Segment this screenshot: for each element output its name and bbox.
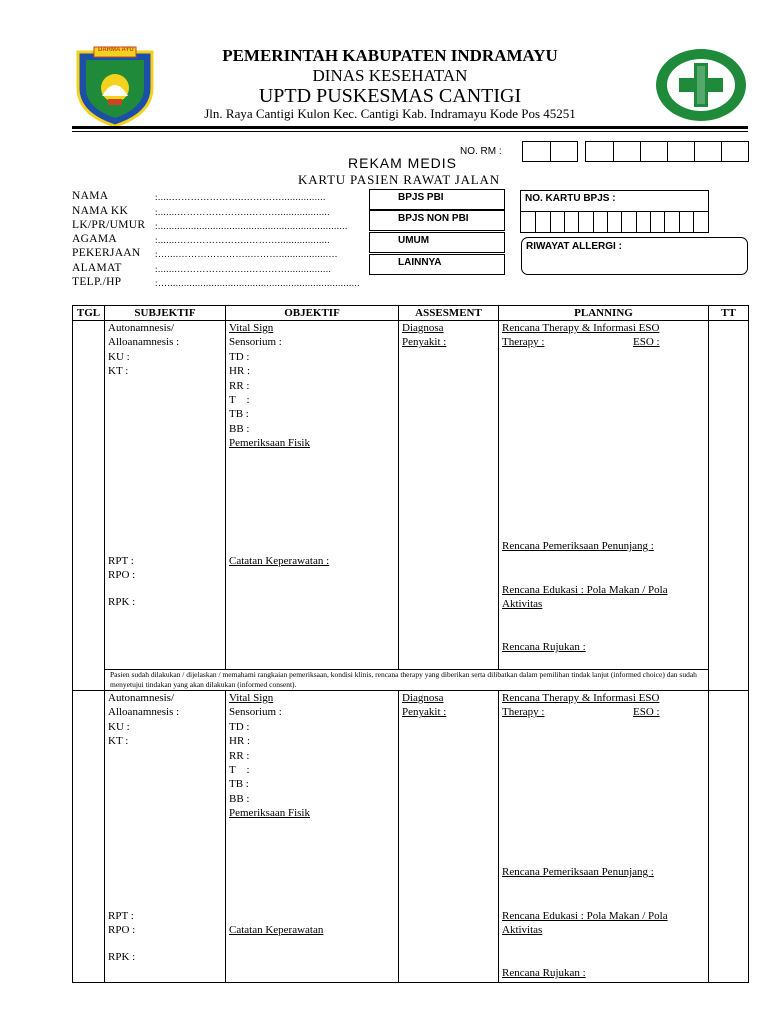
category-bpjs-non-pbi[interactable]: BPJS NON PBI — [369, 210, 505, 231]
obj-line: TB : — [229, 408, 249, 421]
consent-text: Pasien sudah dilakukan / dijelaskan / memahami rangkaian pemeriksaan, kondisi klinis, rencana therapy yang diberikan serta dilibatkan dalam pemilihan tindak lanjut (informed choice) dan sudah menyetujui tindakan yang akan dilakukan (informed consent). — [105, 670, 709, 691]
plan-edukasi: Rencana Edukasi : Pola Makan / Pola — [502, 584, 668, 596]
assess-penyakit: Penyakit : — [402, 706, 447, 719]
objektif-cell[interactable] — [226, 691, 399, 983]
obj-catatan: Catatan Keperawatan : — [229, 555, 330, 567]
table-row — [73, 691, 749, 983]
category-lainnya[interactable]: LAINNYA — [369, 254, 505, 275]
obj-line: Sensorium : — [229, 336, 282, 349]
header-rule-thin — [72, 131, 748, 132]
subj-rpk: RPK : — [108, 595, 136, 608]
field-nama-kk[interactable]: :.......…………………..………................... — [155, 207, 331, 217]
plan-eso: ESO : — [633, 336, 660, 349]
planning-cell[interactable] — [499, 691, 709, 983]
record-table — [72, 305, 749, 983]
field-umur[interactable]: :..................................................................... — [155, 221, 348, 231]
header-assesment: ASSESMENT — [399, 306, 499, 321]
record-title: REKAM MEDIS — [348, 155, 458, 171]
field-nama[interactable]: :.....…………………..…………................ — [155, 192, 326, 202]
obj-catatan: Catatan Keperawatan — [229, 924, 324, 936]
table-row — [73, 321, 749, 670]
logo-text: DARMA AYU — [98, 47, 134, 53]
header-rule-thick — [72, 126, 748, 129]
assess-diagnosa: Diagnosa — [402, 322, 444, 334]
plan-penunjang: Rencana Pemeriksaan Penunjang : — [502, 866, 654, 878]
tgl-cell[interactable] — [73, 321, 105, 691]
field-telp[interactable]: :…...................................................................... — [155, 278, 361, 288]
field-pekerjaan[interactable]: :…....…………………..………..................… — [155, 249, 339, 259]
obj-line: TD : — [229, 350, 250, 363]
subj-line: KT : — [108, 365, 129, 378]
no-rm-box-a[interactable] — [522, 141, 578, 162]
obj-line: T : — [229, 394, 250, 407]
header-planning: PLANNING — [499, 306, 709, 321]
plan-edukasi-cont: Aktivitas — [502, 924, 543, 936]
bpjs-card-label-box: NO. KARTU BPJS : — [520, 190, 709, 212]
subj-line: KU : — [108, 720, 130, 733]
header-tt: TT — [709, 306, 749, 321]
objektif-cell[interactable] — [226, 321, 399, 670]
obj-line: RR : — [229, 749, 250, 762]
subj-rpo: RPO : — [108, 924, 136, 937]
plan-rujukan: Rencana Rujukan : — [502, 641, 586, 653]
consent-row — [73, 670, 749, 691]
planning-cell[interactable] — [499, 321, 709, 670]
record-subtitle: KARTU PASIEN RAWAT JALAN — [298, 172, 500, 187]
puskesmas-logo — [655, 48, 747, 122]
obj-pemeriksaan-fisik: Pemeriksaan Fisik — [229, 437, 310, 450]
assesment-cell[interactable] — [399, 691, 499, 983]
category-bpjs-pbi[interactable]: BPJS PBI — [369, 189, 505, 210]
plan-penunjang: Rencana Pemeriksaan Penunjang : — [502, 540, 654, 552]
subj-line: Autonamnesis/ — [108, 322, 174, 334]
tt-cell[interactable] — [709, 691, 749, 983]
obj-pemeriksaan-fisik: Pemeriksaan Fisik — [229, 807, 310, 820]
header-government: PEMERINTAH KABUPATEN INDRAMAYU — [222, 46, 558, 65]
field-label-umur: LK/PR/UMUR — [72, 219, 146, 231]
obj-line: TD : — [229, 720, 250, 733]
field-label-nama: NAMA — [72, 190, 109, 202]
header-subjektif: SUBJEKTIF — [105, 306, 226, 321]
field-label-nama-kk: NAMA KK — [72, 205, 129, 217]
header-department: DINAS KESEHATAN — [312, 66, 468, 85]
plan-rujukan: Rencana Rujukan : — [502, 967, 586, 979]
field-label-telp: TELP./HP — [72, 276, 122, 288]
field-agama[interactable]: :.......…………………..………................... — [155, 235, 331, 245]
obj-vital-sign: Vital Sign — [229, 692, 274, 704]
header-tgl: TGL — [73, 306, 105, 321]
header-address: Jln. Raya Cantigi Kulon Kec. Cantigi Kab. Indramayu Kode Pos 45251 — [204, 106, 576, 121]
allergy-box[interactable]: RIWAYAT ALLERGI : — [521, 237, 748, 275]
plan-therapy: Therapy : — [502, 336, 545, 349]
field-label-pekerjaan: PEKERJAAN — [72, 247, 141, 259]
subj-line: Alloanamnesis : — [108, 706, 180, 719]
obj-line: T : — [229, 764, 250, 777]
subj-line: KT : — [108, 735, 129, 748]
subj-line: Alloanamnesis : — [108, 336, 180, 349]
plan-edukasi: Rencana Edukasi : Pola Makan / Pola — [502, 910, 668, 922]
subj-rpt: RPT : — [108, 910, 134, 922]
tt-cell[interactable] — [709, 321, 749, 691]
obj-line: BB : — [229, 422, 250, 435]
bpjs-card-number-boxes[interactable] — [520, 211, 709, 233]
assess-penyakit: Penyakit : — [402, 336, 447, 349]
field-alamat[interactable]: :.......…………………..…………................ — [155, 264, 332, 274]
no-rm-label: NO. RM : — [460, 146, 502, 157]
assesment-cell[interactable] — [399, 321, 499, 670]
plan-therapy: Therapy : — [502, 706, 545, 719]
plan-terapi-eso: Rencana Therapy & Informasi ESO — [502, 322, 660, 334]
field-label-agama: AGAMA — [72, 233, 117, 245]
plan-eso: ESO : — [633, 706, 660, 719]
no-rm-box-b[interactable] — [585, 141, 749, 162]
plan-terapi-eso: Rencana Therapy & Informasi ESO — [502, 692, 660, 704]
field-label-alamat: ALAMAT — [72, 262, 122, 274]
obj-line: HR : — [229, 365, 251, 378]
obj-line: TB : — [229, 778, 249, 791]
subj-rpk: RPK : — [108, 950, 136, 963]
subjektif-cell[interactable] — [105, 321, 226, 670]
regency-logo — [72, 44, 158, 128]
category-umum[interactable]: UMUM — [369, 232, 505, 253]
tgl-cell[interactable] — [73, 691, 105, 983]
header-objektif: OBJEKTIF — [226, 306, 399, 321]
plan-edukasi-cont: Aktivitas — [502, 598, 543, 610]
obj-line: BB : — [229, 792, 250, 805]
header-puskesmas: UPTD PUSKESMAS CANTIGI — [258, 85, 522, 107]
subj-line: Autonamnesis/ — [108, 692, 174, 704]
table-header-row — [73, 306, 749, 321]
subjektif-cell[interactable] — [105, 691, 226, 983]
obj-line: HR : — [229, 735, 251, 748]
subj-rpo: RPO : — [108, 569, 136, 582]
subj-rpt: RPT : — [108, 555, 134, 567]
subj-line: KU : — [108, 350, 130, 363]
obj-line: RR : — [229, 379, 250, 392]
assess-diagnosa: Diagnosa — [402, 692, 444, 704]
obj-line: Sensorium : — [229, 706, 282, 719]
obj-vital-sign: Vital Sign — [229, 322, 274, 334]
